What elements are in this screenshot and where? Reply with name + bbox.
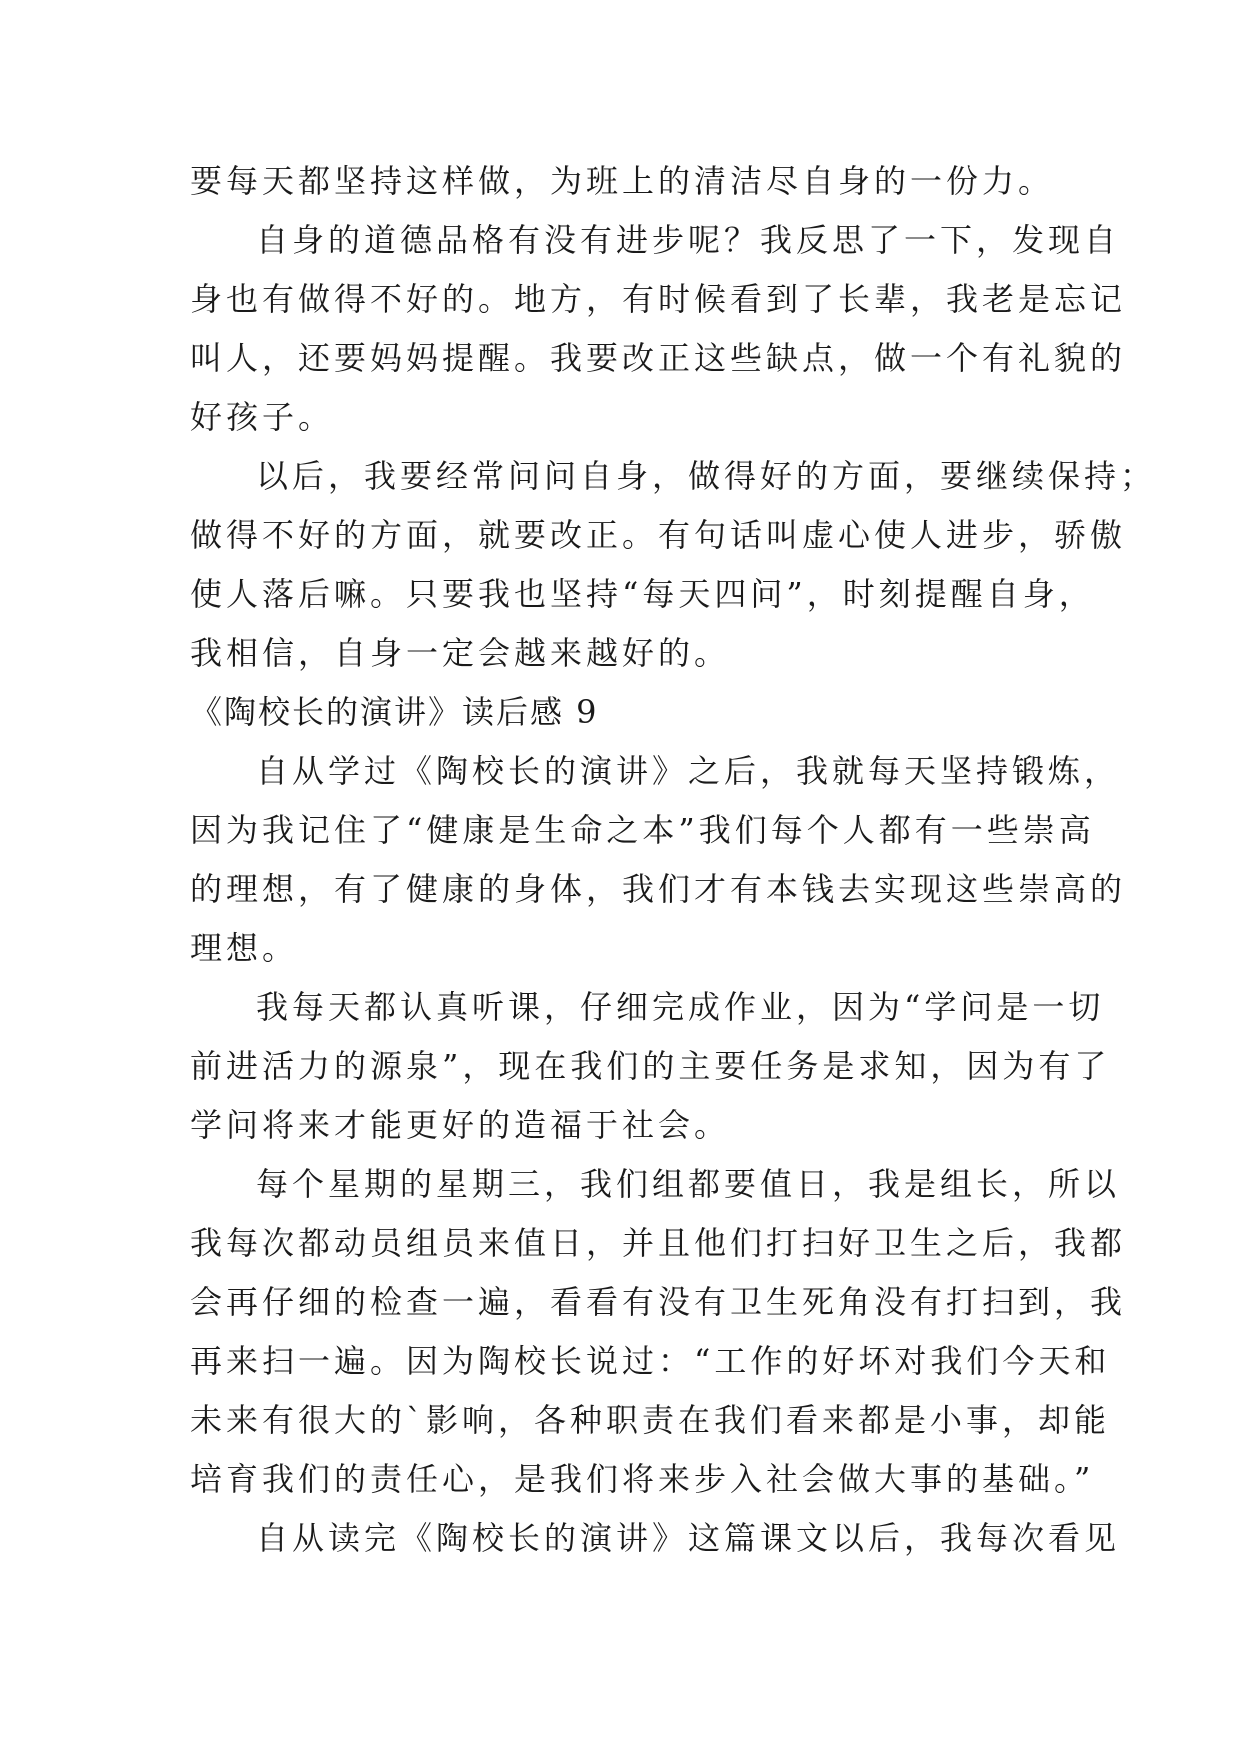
section-heading: 《陶校长的演讲》读后感 9 — [190, 693, 599, 731]
text-line: 学问将来才能更好的造福于社会。 — [190, 1106, 731, 1144]
text-line: 未来有很大的`影响，各种职责在我们看来都是小事，却能 — [190, 1401, 1111, 1439]
text-line: 做得不好的方面，就要改正。有句话叫虚心使人进步，骄傲 — [190, 516, 1127, 554]
text-line: 培育我们的责任心，是我们将来步入社会做大事的基础。” — [190, 1460, 1095, 1498]
text-line: 自身的道德品格有没有进步呢？我反思了一下，发现自 — [256, 221, 1121, 259]
text-line: 的理想，有了健康的身体，我们才有本钱去实现这些崇高的 — [190, 870, 1127, 908]
text-line: 因为我记住了“健康是生命之本”我们每个人都有一些崇高 — [190, 811, 1095, 849]
text-line: 好孩子。 — [190, 398, 335, 436]
text-line: 我每次都动员组员来值日，并且他们打扫好卫生之后，我都 — [190, 1224, 1127, 1262]
text-line: 我相信，自身一定会越来越好的。 — [190, 634, 731, 672]
text-line: 再来扫一遍。因为陶校长说过：“工作的好坏对我们今天和 — [190, 1342, 1111, 1380]
text-line: 理想。 — [190, 929, 299, 967]
text-line: 使人落后嘛。只要我也坚持“每天四问”，时刻提醒自身， — [190, 575, 1095, 613]
text-line: 每个星期的星期三，我们组都要值日，我是组长，所以 — [256, 1165, 1121, 1203]
text-line: 自从学过《陶校长的演讲》之后，我就每天坚持锻炼， — [256, 752, 1121, 790]
text-line: 要每天都坚持这样做，为班上的清洁尽自身的一份力。 — [190, 162, 1055, 200]
text-line: 身也有做得不好的。地方，有时候看到了长辈，我老是忘记 — [190, 280, 1127, 318]
text-line: 以后，我要经常问问自身，做得好的方面，要继续保持； — [256, 457, 1157, 495]
text-line: 叫人，还要妈妈提醒。我要改正这些缺点，做一个有礼貌的 — [190, 339, 1127, 377]
text-line: 我每天都认真听课，仔细完成作业，因为“学问是一切 — [256, 988, 1105, 1026]
document-body — [190, 152, 1157, 1568]
text-line: 会再仔细的检查一遍，看看有没有卫生死角没有打扫到，我 — [190, 1283, 1127, 1321]
text-line: 前进活力的源泉”，现在我们的主要任务是求知，因为有了 — [190, 1047, 1111, 1085]
text-line: 自从读完《陶校长的演讲》这篇课文以后，我每次看见 — [256, 1519, 1121, 1557]
